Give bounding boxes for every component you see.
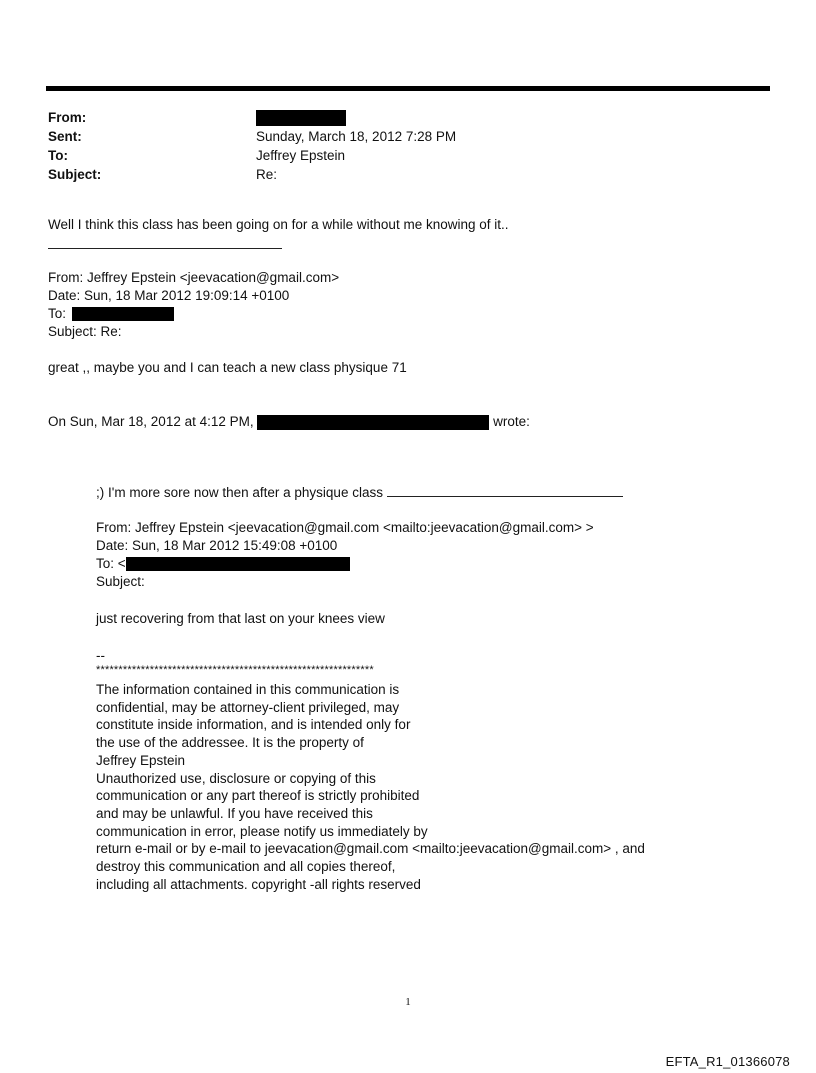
wrote-suffix: wrote:: [493, 414, 530, 429]
header-sent-row: [48, 127, 748, 146]
disclaimer-line: Unauthorized use, disclosure or copying of this: [96, 770, 376, 786]
disclaimer-line: Jeffrey Epstein: [96, 752, 186, 768]
disclaimer-line: constitute inside information, and is intended only for: [96, 717, 411, 733]
header-subject-row: [48, 165, 748, 184]
redaction-box: [256, 110, 346, 126]
disclaimer-line: confidential, may be attorney-client privileged, may: [96, 699, 400, 715]
reply-separator: [48, 248, 282, 249]
disclaimer-line: The information contained in this communication is: [96, 682, 400, 697]
quoted-message-1: great ,, maybe you and I can teach a new class physique 71: [48, 360, 407, 375]
body-line: Well I think this class has been going on for a while without me knowing of it..: [48, 217, 509, 232]
bates-number: EFTA_R1_01366078: [665, 1054, 790, 1069]
confidentiality-disclaimer: [96, 681, 645, 893]
header-divider: [46, 86, 770, 91]
header-to-row: [48, 146, 748, 165]
wrote-line: [48, 413, 530, 431]
signature-stars: **************************************************************: [96, 664, 374, 676]
quoted-body-2: just recovering from that last on your knees view: [96, 611, 385, 626]
quoted-header-1: [48, 269, 339, 341]
to-value: Jeffrey Epstein: [256, 148, 346, 163]
redaction-box: [126, 557, 350, 571]
disclaimer-line: and may be unlawful. If you have received this: [96, 805, 373, 821]
header-from-row: [48, 108, 748, 127]
quoted-message-2-text: ;) I'm more sore now then after a physique class: [96, 485, 383, 500]
subject-label: Subject:: [48, 167, 102, 182]
quoted2-to-label: To: <: [96, 556, 126, 571]
quoted-to: [48, 305, 339, 323]
disclaimer-line: communication or any part thereof is strictly prohibited: [96, 788, 420, 804]
sent-label: Sent:: [48, 129, 82, 144]
signature-dashes: --: [96, 648, 105, 663]
quoted2-subject: Subject:: [96, 574, 145, 589]
to-label: To:: [48, 148, 68, 163]
email-header: [48, 108, 748, 184]
quoted2-date: Date: Sun, 18 Mar 2012 15:49:08 +0100: [96, 538, 338, 553]
sent-value: Sunday, March 18, 2012 7:28 PM: [256, 129, 457, 144]
quoted-to-label: To:: [48, 306, 67, 321]
disclaimer-line: communication in error, please notify us immediately by: [96, 823, 428, 839]
page-number: 1: [405, 996, 411, 1008]
disclaimer-line: destroy this communication and all copies thereof,: [96, 859, 396, 875]
quoted-subject: Subject: Re:: [48, 324, 122, 339]
wrote-prefix: On Sun, Mar 18, 2012 at 4:12 PM,: [48, 414, 254, 429]
quoted-from: From: Jeffrey Epstein <jeevacation@gmail.com>: [48, 270, 340, 285]
quoted-date: Date: Sun, 18 Mar 2012 19:09:14 +0100: [48, 288, 290, 303]
quoted-header-2: [96, 519, 594, 591]
quoted2-to: [96, 555, 594, 573]
disclaimer-line: return e-mail or by e-mail to jeevacation@gmail.com <mailto:jeevacation@gmail.com> , and: [96, 841, 645, 857]
subject-value: Re:: [256, 167, 278, 182]
redaction-box: [72, 307, 174, 321]
underline-separator: [387, 484, 623, 497]
from-value: [256, 108, 748, 127]
quoted2-from: From: Jeffrey Epstein <jeevacation@gmail.com <mailto:jeevacation@gmail.com> >: [96, 520, 594, 535]
disclaimer-line: the use of the addressee. It is the property of: [96, 735, 364, 751]
disclaimer-line: including all attachments. copyright -all rights reserved: [96, 876, 421, 892]
quoted-message-2: [96, 484, 623, 502]
redaction-box: [257, 415, 489, 430]
from-label: From:: [48, 110, 87, 125]
